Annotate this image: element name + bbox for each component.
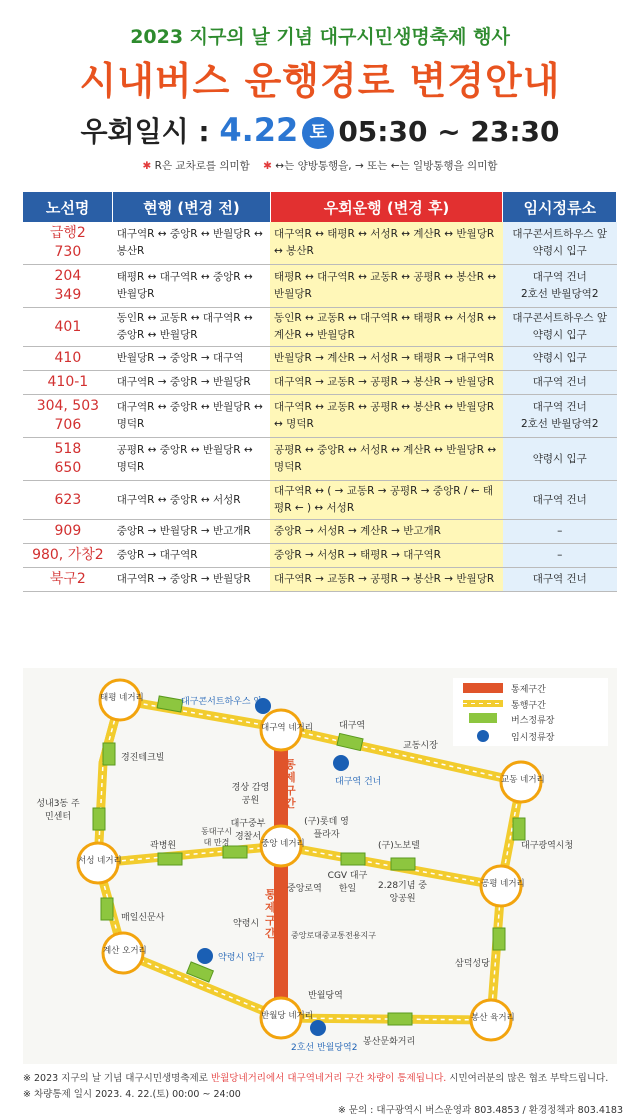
- legend-note: [0, 158, 640, 173]
- date-prefix: 우회일시 :: [80, 115, 220, 148]
- current-route: 대구역R → 중앙R → 반월당R: [113, 371, 270, 395]
- temp-stop-line: 2호선 반월당역2: [520, 418, 599, 430]
- landmark-5: 곽병원: [150, 841, 177, 851]
- detour-route: 공평R ↔ 중앙R ↔ 서성R ↔ 계산R ↔ 반월당R ↔ 명덕R: [270, 438, 503, 481]
- landmark-12: CGV 대구한일: [327, 871, 368, 894]
- footer-notice: ※ 2023 지구의 날 기념 대구시민생명축제로 반월당네거리에서 대구역네거리 구간 차량이 통제됩니다. 시민여러분의 많은 협조 부탁드립니다.: [23, 1073, 609, 1084]
- col-current: 현행 (변경 전): [113, 192, 270, 222]
- table-row: [23, 520, 617, 544]
- intersection-icon-2: ✱: [263, 160, 272, 172]
- landmark-6: 동대구시대 만경: [201, 827, 232, 847]
- label-gyodong: 교동 네거리: [501, 775, 545, 785]
- route-number: [23, 481, 113, 520]
- temp-stop-line: 대구콘서트하우스 앞: [512, 312, 608, 324]
- route-table: [23, 192, 617, 592]
- route-number: [23, 568, 113, 592]
- map-svg: [23, 668, 617, 1064]
- route-number-line: 북구2: [49, 571, 86, 587]
- route-number-line: 304, 503: [36, 398, 100, 414]
- temp-stop: [503, 481, 617, 520]
- header: [0, 0, 640, 190]
- route-number-line: 518: [54, 441, 82, 457]
- temp-stop-banwoldang: 2호선 반월당역2: [291, 1043, 358, 1053]
- current-route: 중앙R → 대구역R: [113, 544, 270, 568]
- current-route: 대구역R ↔ 중앙R ↔ 서성R: [113, 481, 270, 520]
- route-number: [23, 544, 113, 568]
- current-route: 반월당R → 중앙R → 대구역: [113, 347, 270, 371]
- landmark-15: 약령시: [233, 919, 260, 929]
- detour-route: 대구역R ↔ 교동R ↔ 공평R ↔ 봉산R ↔ 반월당R ↔ 명덕R: [270, 395, 503, 438]
- temp-stop: [503, 438, 617, 481]
- page-title: 시내버스 운행경로 변경안내: [79, 59, 561, 103]
- landmark-16: 삼덕성당: [455, 959, 490, 969]
- temp-stop-line: 대구역 건너: [532, 401, 587, 413]
- legend-bus-stop: 버스정류장: [511, 716, 555, 726]
- legend-closed: 통제구간: [511, 685, 546, 695]
- date: 4.22: [219, 111, 299, 149]
- route-number-line: 410: [54, 350, 82, 366]
- table-row: [23, 265, 617, 308]
- route-number: [23, 347, 113, 371]
- current-route: 태평R ↔ 대구역R ↔ 중앙R ↔ 반월당R: [113, 265, 270, 308]
- landmark-10: 대구광역시청: [521, 841, 574, 851]
- temp-stop-line: 대구역 건너: [532, 493, 587, 506]
- table-row: [23, 544, 617, 568]
- detour-route: 중앙R → 서성R → 태평R → 대구역R: [270, 544, 503, 568]
- table-row: [23, 222, 617, 265]
- label-banwoldang: 반월당 네거리: [261, 1011, 313, 1021]
- temp-stop-line: –: [557, 549, 563, 561]
- current-route: 대구역R → 중앙R → 반월당R: [113, 568, 270, 592]
- table-row: [23, 395, 617, 438]
- route-number: [23, 395, 113, 438]
- landmark-4: 교동시장: [403, 741, 438, 751]
- temp-stop: [503, 347, 617, 371]
- footer-contact: ※ 문의 : 대구광역시 버스운영과 803.4853 / 환경정책과 803.4183: [337, 1105, 623, 1116]
- day-badge: 토: [302, 117, 334, 149]
- temp-stop-line: 약령시 입구: [532, 245, 587, 257]
- landmark-8: (구)롯데 영플라자: [304, 817, 349, 840]
- temp-stop-line: –: [557, 525, 563, 537]
- temp-stop-concert: 대구콘서트하우스 앞: [181, 697, 263, 707]
- route-number: [23, 438, 113, 481]
- footer: [23, 1071, 623, 1119]
- label-daeguyeok: 대구역 네거리: [261, 723, 313, 733]
- current-route: 대구역R ↔ 중앙R ↔ 반월당R ↔ 명덕R: [113, 395, 270, 438]
- legend-r: R은 교차로를 의미함: [154, 160, 250, 172]
- landmark-7: 대구중부 경찰서: [230, 819, 266, 842]
- detour-route: 반월당R → 계산R → 서성R → 태평R → 대구역R: [270, 347, 503, 371]
- detour-route: 대구역R ↔ ( → 교동R → 공평R → 중앙R / ← 태평R ← ) ↔ 서성R: [270, 481, 503, 520]
- col-detour: 우회운행 (변경 후): [270, 192, 503, 222]
- table-row: [23, 347, 617, 371]
- temp-stop: [503, 308, 617, 347]
- temp-stop-line: 2호선 반월당역2: [520, 288, 599, 300]
- temp-stop-yakryeong: 약령시 입구: [218, 953, 265, 963]
- landmark-1: 성내3동 주민센터: [36, 799, 80, 822]
- detour-route: 대구역R → 교동R → 공평R → 봉산R → 반월당R: [270, 568, 503, 592]
- temp-stop: [503, 568, 617, 592]
- detour-route: 태평R ↔ 대구역R ↔ 교동R ↔ 공평R ↔ 봉산R ↔ 반월당R: [270, 265, 503, 308]
- label-bongsan: 봉산 육거리: [471, 1013, 515, 1023]
- landmark-14: 매일신문사: [121, 913, 165, 923]
- closed-label-top: 통제구간: [285, 758, 296, 810]
- temp-stop: [503, 371, 617, 395]
- temp-stop-line: 대구콘서트하우스 앞: [512, 228, 608, 240]
- temp-stop-line: 대구역 건너: [532, 376, 587, 388]
- route-number-line: 706: [54, 417, 82, 433]
- temp-stop: [503, 544, 617, 568]
- table-row: [23, 308, 617, 347]
- table-row: [23, 568, 617, 592]
- temp-stop: [503, 265, 617, 308]
- route-number: [23, 308, 113, 347]
- detour-route: 중앙R → 서성R → 계산R → 반고개R: [270, 520, 503, 544]
- current-route: 대구역R ↔ 중앙R ↔ 반월당R ↔ 봉산R: [113, 222, 270, 265]
- route-number: [23, 371, 113, 395]
- detour-route: 대구역R ↔ 태평R ↔ 서성R ↔ 계산R ↔ 반월당R ↔ 봉산R: [270, 222, 503, 265]
- route-number-line: 650: [54, 460, 82, 476]
- route-map: [23, 668, 617, 1064]
- table-row: [23, 438, 617, 481]
- col-route: 노선명: [23, 192, 113, 222]
- landmark-19: 중앙로대중교통전용지구: [291, 931, 377, 940]
- current-route: 공평R ↔ 중앙R ↔ 반월당R ↔ 명덕R: [113, 438, 270, 481]
- label-gyesan: 계산 오거리: [103, 946, 147, 956]
- landmark-13: 2.28기념 중앙공원: [378, 881, 427, 904]
- route-number-line: 623: [54, 491, 82, 508]
- route-number-line: 909: [54, 523, 82, 539]
- landmark-0: 경진테크빌: [121, 753, 165, 763]
- closed-label-bottom: 통제구간: [265, 888, 276, 940]
- detour-route: 대구역R → 교동R → 공평R → 봉산R → 반월당R: [270, 371, 503, 395]
- table-row: [23, 371, 617, 395]
- current-route: 중앙R → 반월당R → 반고개R: [113, 520, 270, 544]
- temp-stop: [503, 395, 617, 438]
- temp-stop-line: 대구역 건너: [532, 271, 587, 283]
- temp-stop-line: 대구역 건너: [532, 573, 587, 585]
- landmark-11: 중앙로역: [287, 884, 322, 894]
- time-range: 05:30 ~ 23:30: [338, 115, 560, 148]
- intersection-icon: ✱: [142, 160, 152, 172]
- temp-stop: [503, 222, 617, 265]
- label-taepyeong: 태평 네거리: [100, 693, 144, 703]
- landmark-18: 봉산문화거리: [363, 1037, 416, 1047]
- landmark-17: 반월당역: [308, 991, 343, 1001]
- temp-stop-line: 약령시 입구: [532, 329, 587, 341]
- route-number: [23, 265, 113, 308]
- label-gongpyeong: 공평 네거리: [481, 879, 525, 889]
- event-subtitle: 2023 지구의 날 기념 대구시민생명축제 행사: [130, 26, 510, 48]
- date-line: [0, 110, 640, 150]
- landmark-9: (구)노보텔: [378, 841, 420, 851]
- current-route: 동인R ↔ 교동R ↔ 대구역R ↔ 중앙R ↔ 반월당R: [113, 308, 270, 347]
- label-jungang: 중앙 네거리: [261, 839, 305, 849]
- legend-road: 통행구간: [511, 701, 546, 711]
- route-number-line: 204: [54, 268, 82, 284]
- landmark-2: 경상 감영공원: [231, 783, 270, 806]
- temp-stop-daeguyeok: 대구역 건너: [335, 777, 382, 787]
- detour-route: 동인R ↔ 교동R ↔ 대구역R ↔ 태평R ↔ 서성R ↔ 계산R ↔ 반월당R: [270, 308, 503, 347]
- temp-stop-line: 약령시 입구: [532, 452, 587, 465]
- route-number-line: 980, 가창2: [32, 547, 104, 563]
- route-number-line: 349: [54, 287, 82, 303]
- landmark-3: 대구역: [339, 721, 366, 731]
- col-stop: 임시정류소: [503, 192, 617, 222]
- route-number-line: 730: [54, 244, 82, 260]
- label-seoseong: 서성 네거리: [78, 856, 122, 866]
- route-number-line: 401: [54, 318, 82, 335]
- footer-control-time: ※ 차량통제 일시 2023. 4. 22.(토) 00:00 ~ 24:00: [23, 1089, 241, 1100]
- table-row: [23, 481, 617, 520]
- legend-arrows: ↔는 양방통행을, → 또는 ←는 일방통행을 의미함: [275, 160, 498, 172]
- route-number-line: 410-1: [47, 374, 89, 390]
- route-number: [23, 520, 113, 544]
- route-number-line: 급행2: [49, 225, 86, 241]
- temp-stop-line: 약령시 입구: [532, 352, 587, 364]
- legend-temp-stop: 임시정류장: [511, 733, 555, 743]
- route-number: [23, 222, 113, 265]
- temp-stop: [503, 520, 617, 544]
